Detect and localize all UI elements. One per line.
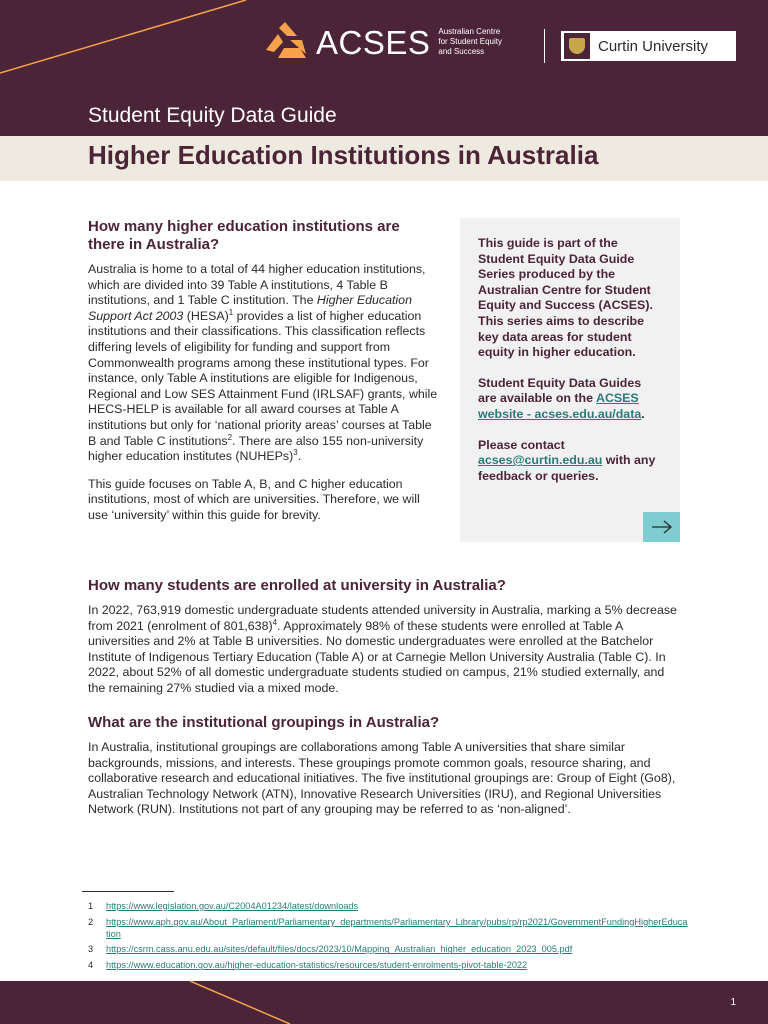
decorative-line xyxy=(0,981,768,1024)
acses-wordmark: ACSES xyxy=(316,23,431,61)
footnote-link[interactable]: https://www.legislation.gov.au/C2004A01234/latest/downloads xyxy=(106,901,359,911)
acses-website-link[interactable]: ACSES website - acses.edu.au/data xyxy=(478,391,642,421)
footer-band xyxy=(0,981,768,1024)
footnote-ref[interactable]: 3 xyxy=(293,448,298,457)
footnote-link[interactable]: https://www.education.gov.au/higher-education-statistics/resources/student-enrolments-pivot-table-2022 xyxy=(106,960,528,971)
footnote-item: 2 https://www.aph.gov.au/About_Parliament/Parliamentary_departments/Parliamentary_Library/pubs/rp/rp2021/GovernmentFundingHigherEducation xyxy=(88,916,688,939)
header-band xyxy=(0,0,768,136)
section-enrolments xyxy=(88,577,680,697)
page-number: 1 xyxy=(730,997,736,1008)
footnote-ref[interactable]: 2 xyxy=(227,432,233,442)
sidebar-paragraph: Please contact acses@curtin.edu.au with any feedback or queries. xyxy=(478,437,656,483)
paragraph: In Australia, institutional groupings are collaborations among Table A universities that share similar backgrounds, missions, and interests. These groupings promote common goals, resource sharing, and collaborative research and educational initiatives. The five institutional groupings are: Group of Eight (Go8), Australian Technology Network (ATN), Innovative Research Universities (IRU), and Regional Universities Network (RUN). Institutions not part of any grouping may be referred to as ‘non-aligned’. xyxy=(88,740,676,817)
footnote-item: 3 https://csrm.cass.anu.edu.au/sites/default/files/docs/2023/10/Mapping_Australian_higher_education_2023_005.pdf xyxy=(88,944,573,955)
section-institutions xyxy=(88,218,440,524)
footnote-item: 4 https://www.education.gov.au/higher-education-statistics/resources/student-enrolments-pivot-table-2022 xyxy=(88,960,528,971)
info-sidebar xyxy=(460,218,680,542)
page-title: Higher Education Institutions in Australia xyxy=(88,140,599,170)
footnote-ref[interactable]: 4 xyxy=(272,617,278,627)
paragraph: In 2022, 763,919 domestic undergraduate students attended university in Australia, marking a 5% decrease from 2021 (enrolment of 801,638)$^4$. Approximately 98% of these students were enrolled at Table A universities and 2% at Table B universities. No domestic undergraduates were enrolled at the Batchelor Institute of Indigenous Tertiary Education (Table A) or at Carnegie Mellon University Australia (Table C). In 2022, about 52% of all domestic undergraduate students studied on campus, 21% studied externally, and the remaining 27% studied via a mixed mode. xyxy=(88,603,677,695)
paragraph: Australia is home to a total of 44 higher education institutions, which are divided into 39 Table A institutions, 4 Table B institutions, and 1 Table C institution. The Higher Education Support Act 2003 (HESA)$^1$ provides a list of higher education institutions and their classifications. This classification reflects differing levels of eligibility for funding and support from Commonwealth programs among these institutional types. For instance, only Table A institutions are eligible for Indigenous, Regional and Low SES Attainment Fund (IRLSAF) grants, while HECS-HELP is available for all award courses at Table A institutions but only for ‘national priority areas’ courses at Table B and Table C institutions$^2$. There are also 155 non-university higher education institutes (NUHEPs)$^3$. xyxy=(88,262,438,464)
series-label: Student Equity Data Guide xyxy=(88,104,337,127)
acses-subtitle: Australian Centre for Student Equity and Success xyxy=(438,27,502,56)
sidebar-paragraph: This guide is part of the Student Equity Data Guide Series produced by the Australian Centre for Student Equity and Success (ACSES). This series aims to describe key data areas for student equity in higher education. xyxy=(478,236,653,360)
footnote-divider xyxy=(82,891,174,892)
sidebar-paragraph: Student Equity Data Guides are available on the ACSES website - acses.edu.au/data. xyxy=(478,375,645,421)
footnote-link[interactable]: https://www.aph.gov.au/About_Parliament/Parliamentary_departments/Parliamentary_Library/pubs/rp/rp2021/GovernmentFundingHigherEducation xyxy=(106,916,688,939)
crest-icon xyxy=(564,33,590,59)
curtin-logo[interactable] xyxy=(561,31,736,61)
acses-logo[interactable] xyxy=(262,18,502,66)
title-band xyxy=(0,136,768,181)
footnotes xyxy=(88,901,688,976)
acses-mark-icon xyxy=(262,20,308,64)
section-heading: How many higher education institutions are there in Australia? xyxy=(88,218,400,253)
footnote-item: 1 https://www.legislation.gov.au/C2004A01234/latest/downloads xyxy=(88,901,359,911)
footnote-link[interactable]: https://csrm.cass.anu.edu.au/sites/default/files/docs/2023/10/Mapping_Australian_higher_education_2023_005.pdf xyxy=(106,944,573,955)
footnote-ref[interactable]: 1 xyxy=(228,307,234,317)
logo-divider xyxy=(544,29,545,63)
section-groupings xyxy=(88,714,680,818)
section-heading: What are the institutional groupings in Australia? xyxy=(88,714,440,731)
next-arrow-button[interactable] xyxy=(643,512,680,542)
paragraph: This guide focuses on Table A, B, and C higher education institutions, most of which are universities. Therefore, we will use ‘university’ within this guide for brevity. xyxy=(88,476,420,522)
email-link[interactable]: acses@curtin.edu.au xyxy=(478,453,603,468)
curtin-name: Curtin University xyxy=(598,37,709,55)
section-heading: How many students are enrolled at university in Australia? xyxy=(88,577,506,594)
arrow-right-icon xyxy=(651,520,673,534)
